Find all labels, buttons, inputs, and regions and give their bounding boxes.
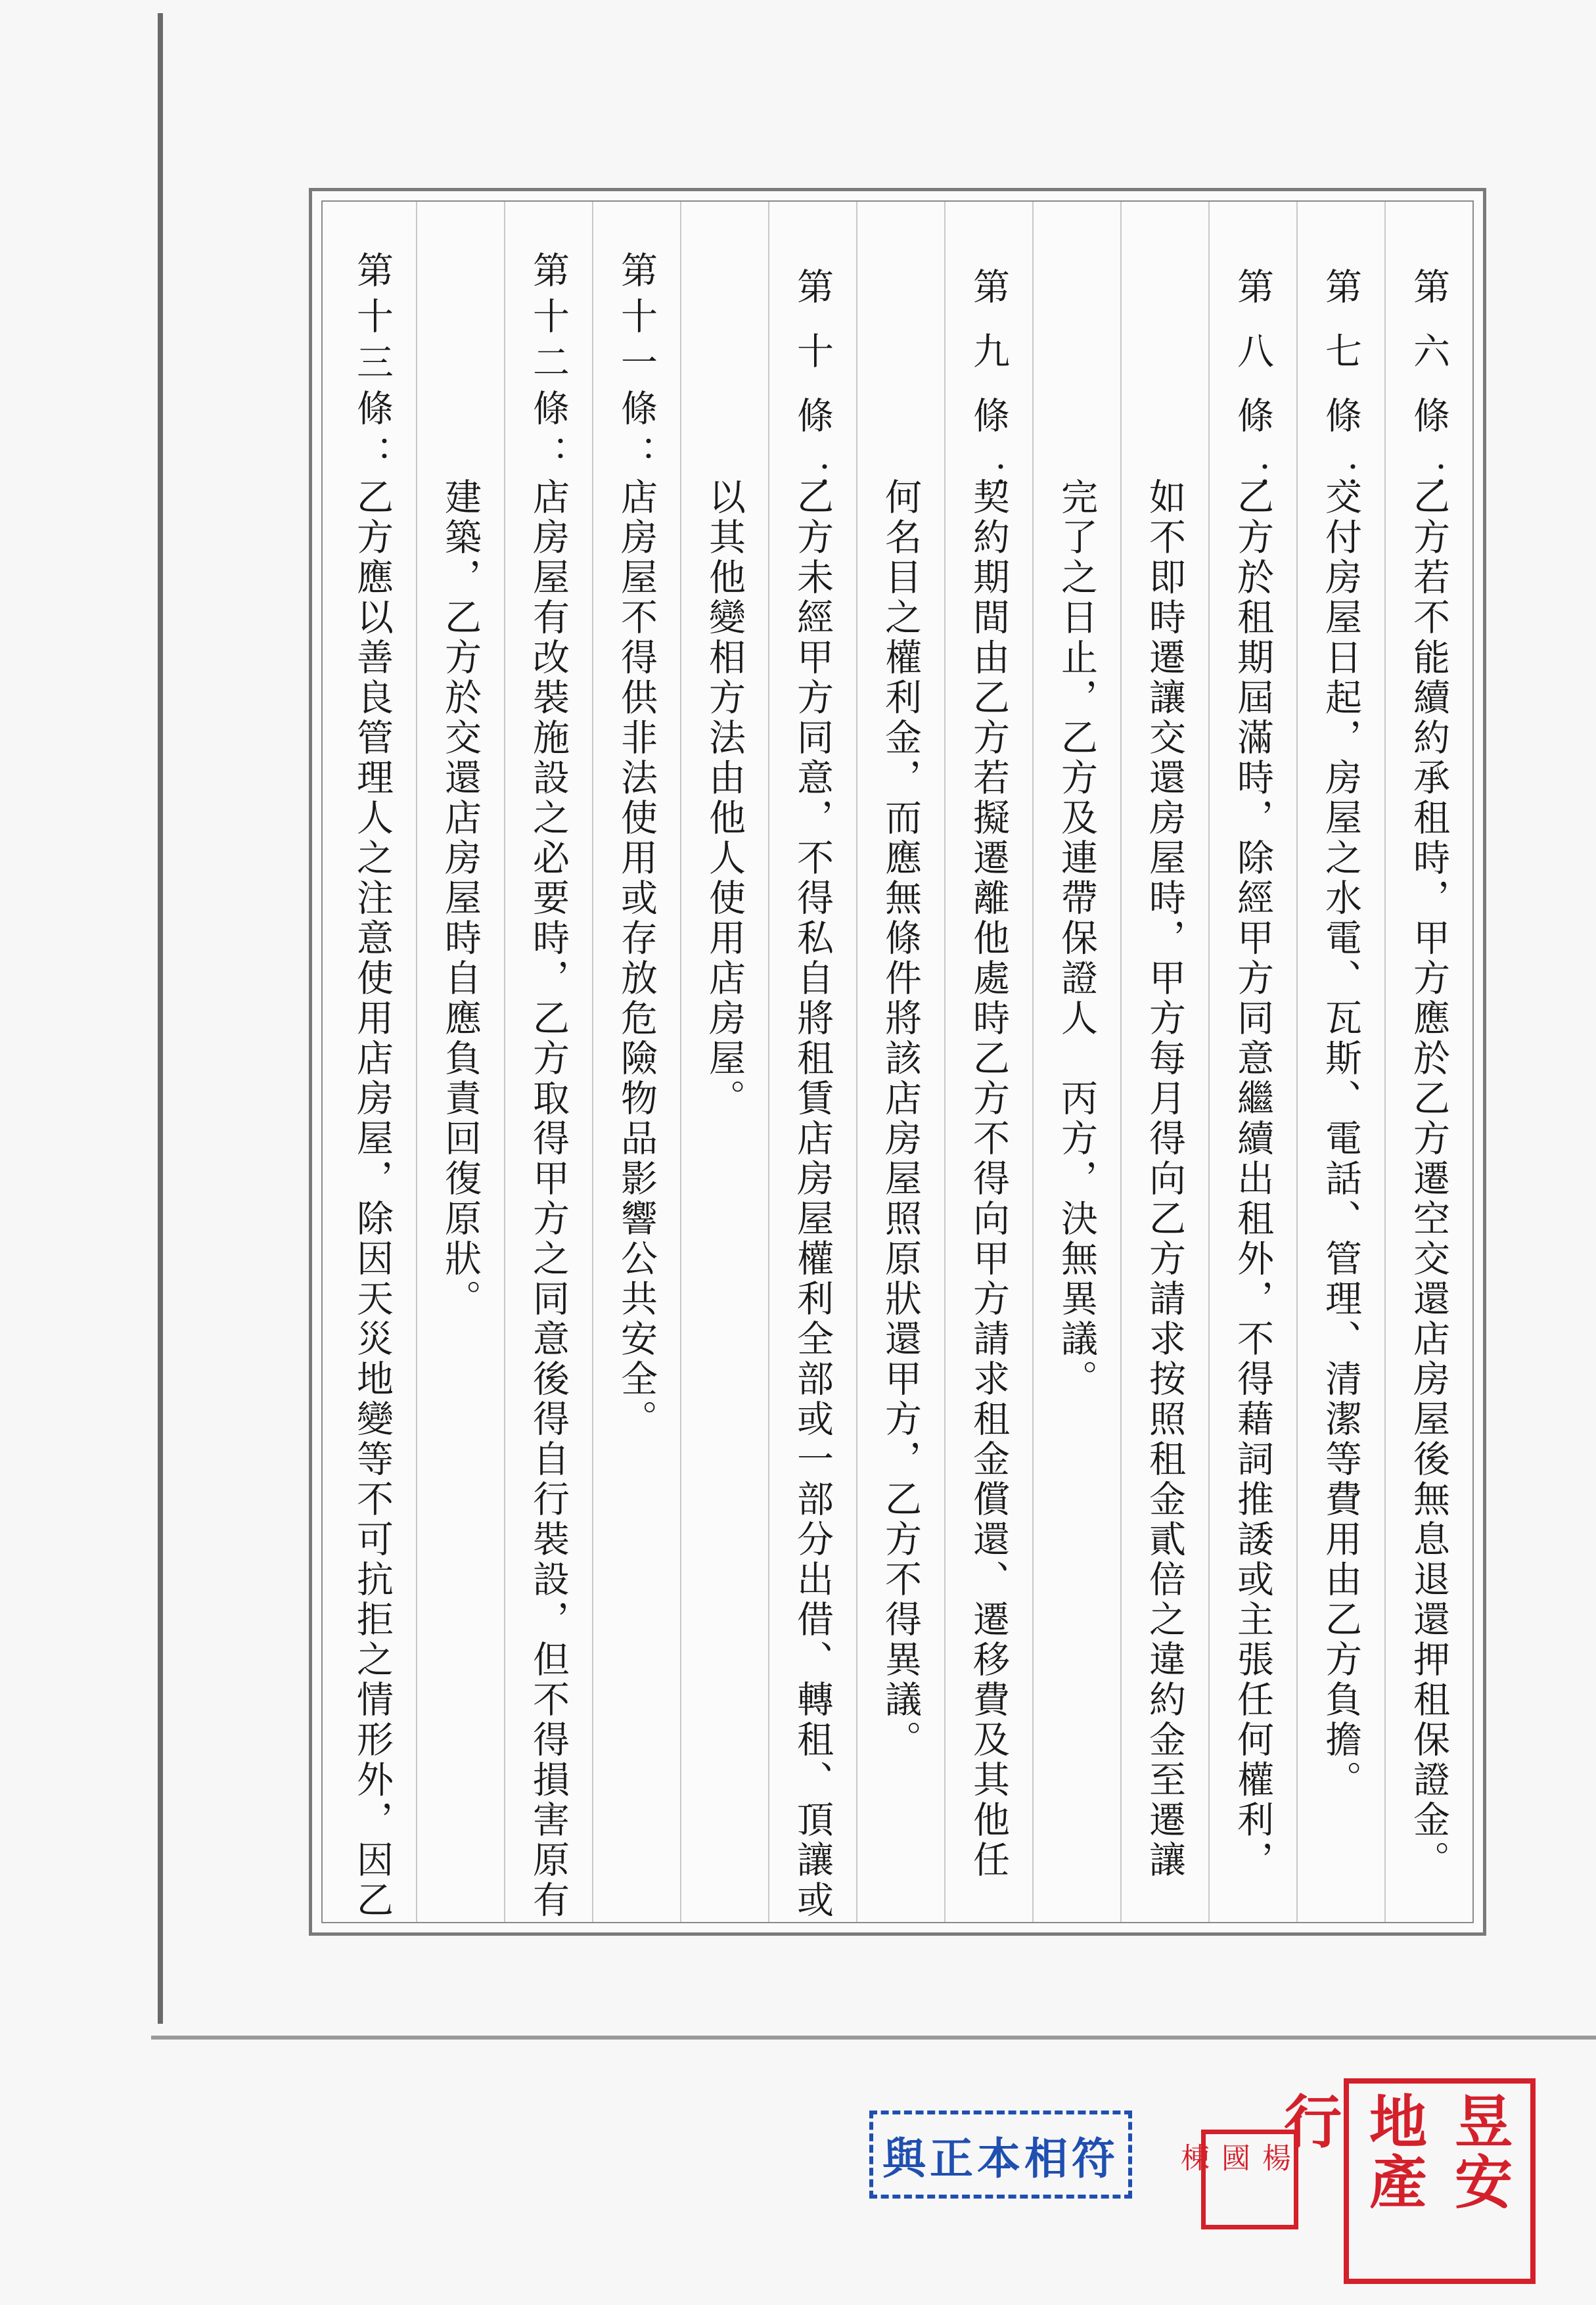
article-10-cont: [680, 202, 768, 1922]
article-12: [504, 202, 592, 1922]
page-edge-left: [158, 13, 163, 2024]
company-seal: 昱安地產行: [1344, 2078, 1536, 2284]
article-text: 以其他變相方法由他人使用店房屋。: [703, 478, 746, 1119]
article-10: [768, 202, 856, 1922]
article-heading: 第八條：: [1231, 267, 1274, 525]
article-8: [1208, 202, 1296, 1922]
personal-seal: 楊國棟: [1201, 2130, 1298, 2229]
article-text: 乙方未經甲方同意，不得私自將租賃店房屋權利全部或一部分出借、轉租、頂讓或: [791, 478, 834, 1921]
article-text: 完了之日止，乙方及連帶保證人 丙方，決無異議。: [1055, 478, 1098, 1400]
article-heading: 第六條：: [1407, 267, 1450, 525]
article-13: [328, 202, 416, 1922]
article-heading: 第十二條：: [527, 251, 570, 481]
article-text: 乙方於租期屆滿時，除經甲方同意繼續出租外，不得藉詞推諉或主張任何權利，: [1231, 478, 1274, 1881]
certified-copy-stamp: 與正本相符: [869, 2111, 1132, 2199]
contract-columns: [321, 200, 1474, 1923]
article-heading: 第十三條：: [351, 251, 394, 481]
article-heading: 第七條：: [1319, 267, 1362, 525]
article-9-cont: [856, 202, 944, 1922]
article-9: [944, 202, 1032, 1922]
article-text: 店房屋有改裝施設之必要時，乙方取得甲方之同意後得自行裝設，但不得損害原有: [527, 478, 570, 1921]
article-12-cont: [416, 202, 504, 1922]
article-heading: 第十條：: [791, 267, 834, 525]
article-text: 店房屋不得供非法使用或存放危險物品影響公共安全。: [615, 478, 658, 1440]
article-6: [1384, 202, 1472, 1922]
article-heading: 第九條：: [967, 267, 1010, 525]
article-heading: 第十一條：: [615, 251, 658, 481]
article-text: 交付房屋日起，房屋之水電、瓦斯、電話、管理、清潔等費用由乙方負擔。: [1319, 478, 1362, 1800]
article-8-cont-2: [1032, 202, 1120, 1922]
article-text: 建築，乙方於交還店房屋時自應負責回復原狀。: [439, 478, 482, 1319]
article-11: [592, 202, 680, 1922]
article-text: 契約期間由乙方若擬遷離他處時乙方不得向甲方請求租金償還、遷移費及其他任: [967, 478, 1010, 1881]
page-edge-bottom: [151, 2036, 1596, 2040]
article-8-cont-1: [1120, 202, 1208, 1922]
article-text: 如不即時遷讓交還房屋時，甲方每月得向乙方請求按照租金貳倍之違約金至遷讓: [1143, 478, 1186, 1881]
article-text: 何名目之權利金，而應無條件將該店房屋照原狀還甲方，乙方不得異議。: [879, 478, 922, 1760]
article-text: 乙方應以善良管理人之注意使用店房屋，除因天災地變等不可抗拒之情形外，因乙: [351, 478, 394, 1921]
article-text: 乙方若不能續約承租時，甲方應於乙方遷空交還店房屋後無息退還押租保證金。: [1407, 478, 1450, 1881]
article-7: [1296, 202, 1384, 1922]
contract-frame: [309, 188, 1486, 1936]
